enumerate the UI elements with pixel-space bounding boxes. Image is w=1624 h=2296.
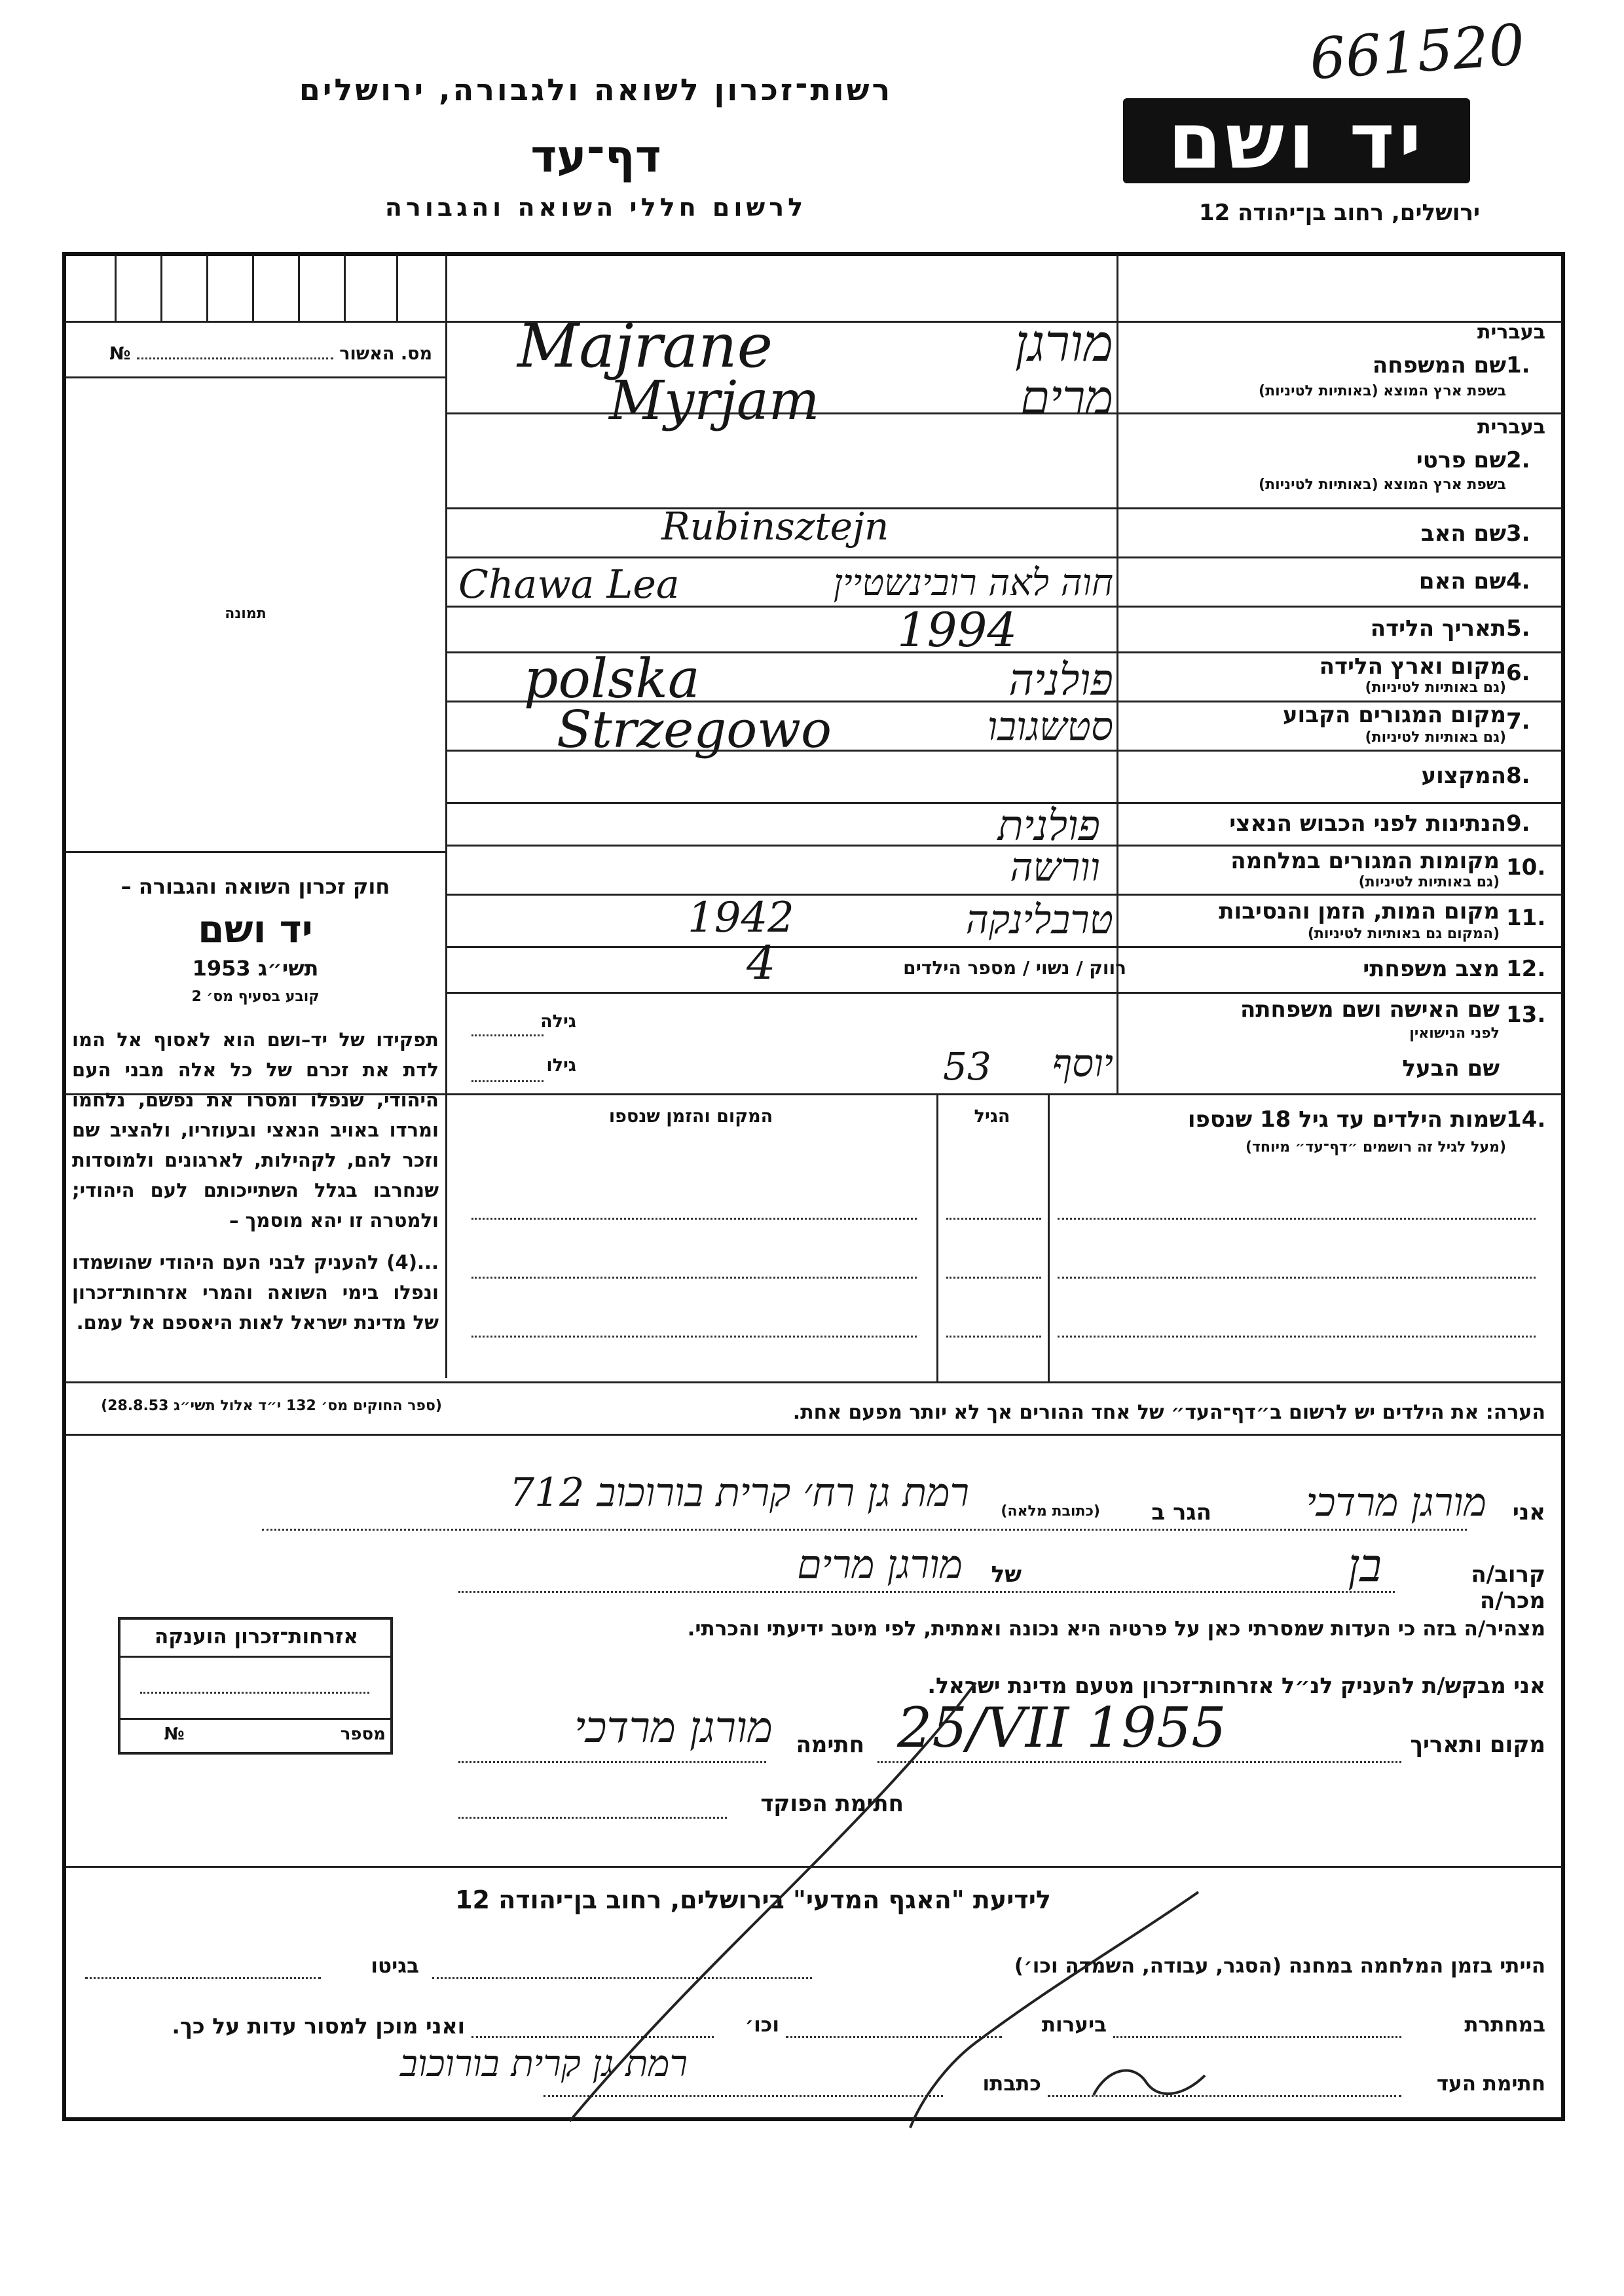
law-text-2: ...(4) להעניק לבני העם היהודי שהושמדו ונפלו בימי השואה והמרי אזרחות־זכרון של מדינת ישראל לאות היאספם אל עמם. [72, 1251, 439, 1334]
citizenship-stamp-box [118, 1617, 393, 1755]
field-13-label: שם האישה ושם משפחתה [1240, 996, 1500, 1023]
left-column-divider [445, 255, 447, 1378]
nationality-value: פולנית [997, 802, 1100, 850]
field-3-label: שם האב [1420, 520, 1506, 547]
birthplace-hebrew: פולניה [1008, 655, 1113, 705]
field-4-label: שם האם [1418, 568, 1506, 594]
witness-signature-label: חתימת העד [1436, 2072, 1545, 2096]
mother-name-latin: Chawa Lea [458, 562, 680, 608]
resident-label: הגר ב [1151, 1499, 1211, 1525]
declarant-label: אני [1512, 1499, 1545, 1525]
declarant-address: רמת גן רח׳ קרית בורוכוב 712 [509, 1470, 969, 1516]
official-signature-label: חתימת הפוקד [760, 1791, 904, 1817]
children-age-header: הגיל [974, 1106, 1010, 1127]
husband-age-label: גילו [546, 1055, 576, 1076]
residence-hebrew: סטשגובו [987, 704, 1113, 750]
death-place-value: טרבלינקה [965, 897, 1113, 943]
approval-number-label: מס. האשור [339, 344, 432, 364]
surname-latin: Majrane [517, 311, 773, 381]
relation-value: בן [1348, 1539, 1382, 1592]
field-6-label: מקום וארץ הלידה [1319, 653, 1506, 680]
children-place-header: המקום והזמן שנספו [608, 1106, 773, 1127]
stamp-box-number: מספר № [164, 1724, 386, 1744]
mother-name-hebrew: חוה לאה רובינשטיין [833, 562, 1113, 604]
field-10-label: מקומות המגורים במלחמה [1230, 848, 1500, 874]
field-9-label: הנתינות לפני הכבוש הנאצי [1229, 811, 1506, 837]
death-year-value: 1942 [688, 894, 794, 942]
of-label: של [991, 1561, 1022, 1588]
footer-testimony-text: ואני מוכן למסור עדות על כך. [172, 2013, 465, 2039]
husband-name-label: שם הבעל [1402, 1055, 1500, 1082]
law-citation: (ספר החוקים מס׳ 132 י״ד אלול תשי״ג 28.8.53) [101, 1398, 442, 1414]
stamp-box-title: אזרחות־זכרון הוענקה [154, 1625, 359, 1649]
footer-title: לידיעת "האגף המדעי" בירושלים, רחוב בן־יהודה 12 [455, 1886, 1051, 1914]
relation-label: קרוב/ה מכר/ה [1471, 1561, 1545, 1614]
date-value: 25/VII 1955 [897, 1696, 1227, 1760]
marital-status-label: רווק / נשוי / מספר הילדים [903, 957, 1126, 979]
law-text-1: תפקידו של יד–ושם הוא לאסוף אל המו לדת את זכרם של כל אלה מבני העם היהודי, שנפלו ומסרו את נפשם, נלחמו ומרדו באויב הנאצי ובעוזריו, ולהציב שם וזכר להם, לקהילות, לארגונים ולמוסדות שנחרבו בגלל השתייכותם לעם היהודי; ולמטרה זו יהא מוסמך – [72, 1029, 439, 1231]
residence-latin: Strzegowo [557, 701, 832, 759]
birth-date-value: 1994 [897, 602, 1018, 657]
signature-label: חתימה [796, 1732, 864, 1758]
husband-age-value: 53 [943, 1044, 991, 1089]
yad-vashem-logo: יד ושם [1123, 98, 1470, 183]
reference-number: 661520 [1307, 12, 1527, 93]
header-address: ירושלים, רחוב בן־יהודה 12 [1198, 200, 1480, 226]
signature-scribbles [557, 1676, 1211, 2134]
declaration-text: מצהיר/ה בזה כי העדות שמסרתי כאן על פרטיה היא נכונה ואמתית, לפי מיטב ידיעתי והכרתי. [687, 1617, 1545, 1641]
place-date-label: מקום ותאריך [1410, 1732, 1545, 1758]
field-8-label: המקצוע [1421, 763, 1506, 789]
remark: הערה: את הילדים יש לרשום ב״דף־העד״ של אחד ההורים אך לא יותר מפעם אחת. [792, 1401, 1545, 1424]
witness-address-label: כתבתו [982, 2072, 1041, 2096]
firstname-latin: Myrjam [609, 370, 820, 432]
wife-age-label: גילה [540, 1011, 576, 1032]
law-section: קובע בסעיף מס׳ 2 [191, 989, 320, 1005]
law-title: חוק זכרון השואה והגבורה – [120, 874, 390, 899]
number-sign: № [109, 344, 131, 364]
declarant-name: מורגן מרדכי [1306, 1480, 1486, 1525]
children-count-value: 4 [747, 936, 776, 990]
form-subtitle: לרשום חללי השואה והגבורה [384, 193, 807, 222]
victim-name: מורגן מרים [797, 1542, 963, 1588]
footer-camp-label: הייתי בזמן המלחמה במחנה (הסגר, עבודה, השמדה וכו׳) [1014, 1954, 1545, 1978]
form-title: דף־עד [530, 131, 661, 183]
footer-etc-label: וכו׳ [745, 2013, 779, 2037]
birthplace-latin: polska [524, 648, 700, 710]
husband-name-value: יוסף [1052, 1041, 1113, 1085]
field-1-label: שם המשפחה [1372, 352, 1506, 378]
law-year: תשי״ג 1953 [192, 956, 319, 981]
footer-ghetto-label: בגיטו [371, 1954, 419, 1978]
war-residence-value: וורשה [1010, 845, 1100, 890]
approval-number-row [79, 344, 432, 364]
surname-hebrew: מורגן [1014, 314, 1113, 373]
address-label: (כתובת מלאה) [1001, 1503, 1100, 1520]
law-name: יד ושם [198, 907, 313, 951]
field-7-label: מקום המגורים הקבוע [1282, 702, 1506, 728]
firstname-hebrew: מרים [1020, 370, 1113, 425]
field-14-label: שמות הילדים עד גיל 18 שנספו [1187, 1106, 1506, 1133]
request-text: אני מבקש/ת להעניק לנ״ל אזרחות־זכרון מטעם מדינת ישראל. [927, 1673, 1545, 1698]
declarant-signature: מורגן מרדכי [574, 1702, 773, 1753]
field-5-label: תאריך הלידה [1370, 615, 1506, 642]
field-2-label: שם פרטי [1416, 447, 1506, 473]
mother-surname-latin: Rubinsztejn [661, 504, 889, 549]
photo-label: תמונה [225, 606, 267, 622]
field-12-label: מצב משפחתי [1363, 956, 1500, 982]
footer-underground-label: במחתרת [1464, 2013, 1545, 2037]
authority-title: רשות־זכרון לשואה ולגבורה, ירושלים [299, 72, 893, 107]
field-11-label: מקום המות, הזמן והנסיבות [1219, 898, 1500, 924]
footer-forests-label: ביערות [1041, 2013, 1107, 2037]
witness-address-value: רמת גן קרית בורוכוב [399, 2043, 688, 2085]
